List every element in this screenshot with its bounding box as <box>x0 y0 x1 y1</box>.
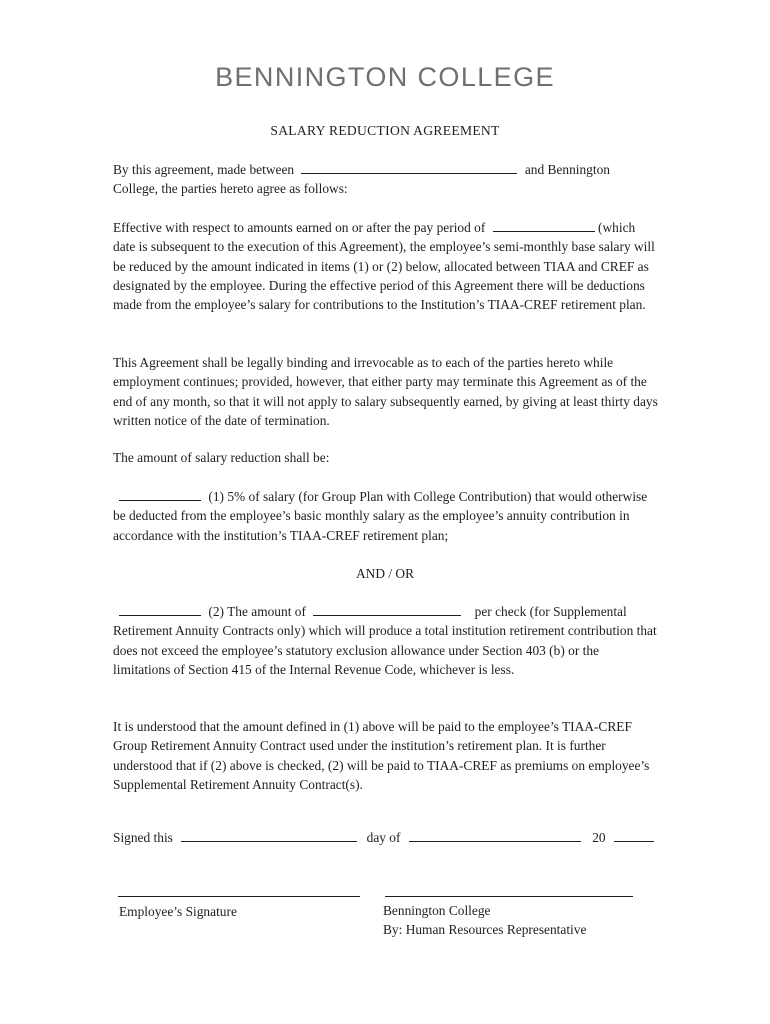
intro-tail: and Bennington <box>524 162 610 177</box>
effective-rest: (which date is subsequent to the execution of this Agreement), the employee’s semi-monthly base salary will be reduced by the amount indicated in items (1) or (2) below, allocated between TIAA and CREF as designated by the employee. During the effective period of this Agreement there will be deductions made from the employee’s salary for contributions to the Institution’s TIAA-CREF retirement plan. <box>113 220 655 313</box>
amount-per-check-blank[interactable] <box>313 604 461 616</box>
year-prefix-label: 20 <box>592 830 606 845</box>
effective-lead: Effective with respect to amounts earned on or after the pay period of <box>113 220 486 235</box>
option-2-check-blank[interactable] <box>119 604 201 616</box>
understood-paragraph: It is understood that the amount defined in (1) above will be paid to the employee’s TIAA-CREF Group Retirement Annuity Contract used under the institution’s retirement plan. It is further understood that if (2) above is checked, (2) will be paid to TIAA-CREF as premiums on employee’s Supplemental Retirement Annuity Contract(s). <box>113 719 650 792</box>
binding-paragraph: This Agreement shall be legally binding and irrevocable as to each of the parties hereto while employment continues; provided, however, that either party may terminate this Agreement as of the end of any month, so that it will not apply to salary subsequently earned, by giving at least thirty days written notice of the date of termination. <box>113 355 658 428</box>
hr-representative-label: By: Human Resources Representative <box>383 922 587 937</box>
signed-day-blank[interactable] <box>181 830 357 842</box>
intro-lead: By this agreement, made between <box>113 162 295 177</box>
college-signature-line[interactable] <box>385 896 633 897</box>
signed-label: Signed this <box>113 830 173 845</box>
effective-paragraph <box>113 218 658 314</box>
option-1-paragraph <box>113 487 658 545</box>
pay-period-blank[interactable] <box>493 220 595 232</box>
page-title: SALARY REDUCTION AGREEMENT <box>270 123 500 138</box>
signed-year-blank[interactable] <box>614 830 654 842</box>
intro-line-1 <box>113 162 610 178</box>
intro-line-2: College, the parties hereto agree as follows: <box>113 181 348 196</box>
day-of-label: day of <box>366 830 401 845</box>
college-signature-label: Bennington College <box>383 903 491 918</box>
option-2-rest: Retirement Annuity Contracts only) which will produce a total institution retirement contribution that does not exceed the employee’s statutory exclusion allowance under Section 403 (b) or the limitations of Section 415 of the Internal Revenue Code, whichever is less. <box>113 623 657 677</box>
and-or-separator: AND / OR <box>355 566 415 581</box>
college-logo: BENNINGTON COLLEGE <box>215 62 555 92</box>
option-2-paragraph <box>113 602 658 679</box>
option-2-tail: per check (for Supplemental <box>474 604 627 619</box>
party-name-blank[interactable] <box>301 162 517 174</box>
employee-signature-label: Employee’s Signature <box>119 904 237 919</box>
signed-line <box>113 830 654 846</box>
signed-month-blank[interactable] <box>409 830 581 842</box>
option-1-check-blank[interactable] <box>119 489 201 501</box>
employee-signature-line[interactable] <box>118 896 360 897</box>
option-1-text: (1) 5% of salary (for Group Plan with College Contribution) that would otherwise be deducted from the employee’s basic monthly salary as the employee’s annuity contribution in accordance with the institution’s TIAA-CREF retirement plan; <box>113 489 648 543</box>
amount-heading: The amount of salary reduction shall be: <box>113 450 330 465</box>
option-2-lead: (2) The amount of <box>208 604 306 619</box>
